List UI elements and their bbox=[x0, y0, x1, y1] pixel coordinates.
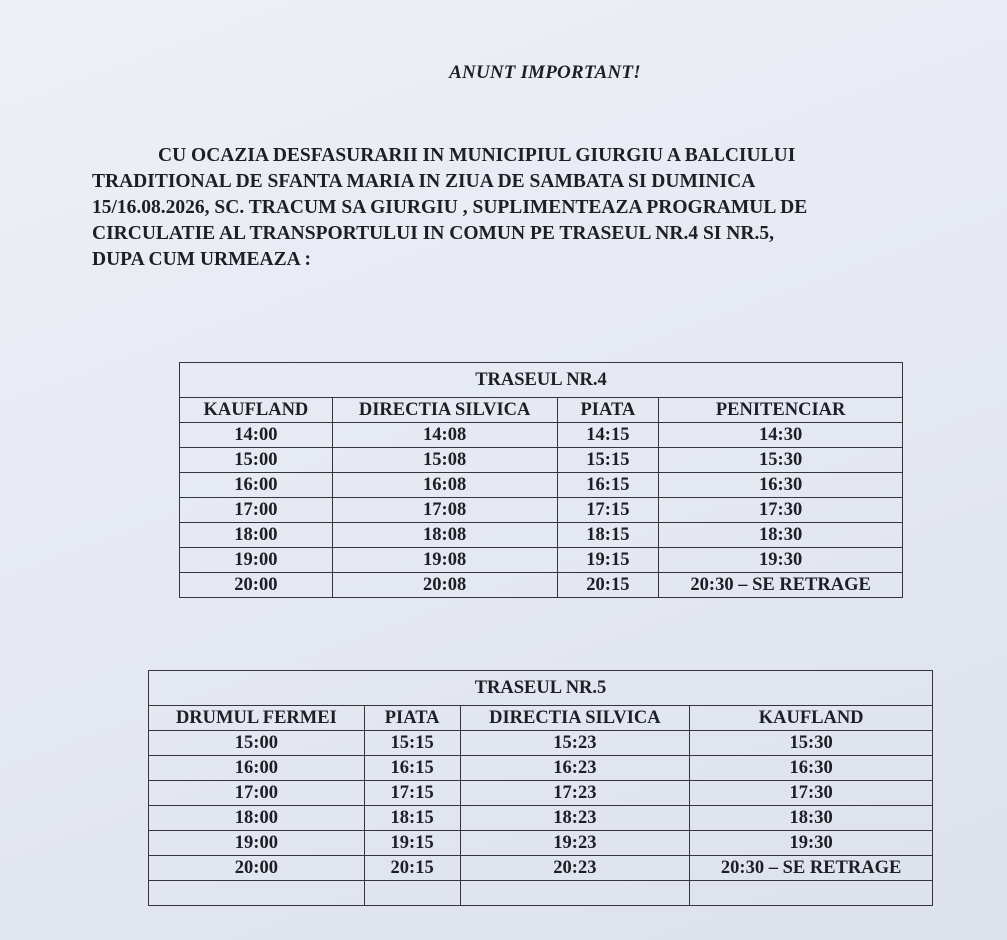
table-cell: 19:00 bbox=[180, 548, 333, 573]
table-cell: 17:08 bbox=[332, 498, 557, 523]
table-cell: 18:00 bbox=[149, 806, 365, 831]
table-cell: 18:30 bbox=[690, 806, 933, 831]
table-cell: 15:23 bbox=[460, 731, 690, 756]
table-cell: 19:30 bbox=[659, 548, 903, 573]
column-header: DIRECTIA SILVICA bbox=[460, 706, 690, 731]
table-row bbox=[149, 806, 933, 831]
table-row bbox=[180, 448, 903, 473]
table-cell: 15:15 bbox=[364, 731, 460, 756]
table-cell bbox=[149, 881, 365, 906]
body-line: DUPA CUM URMEAZA : bbox=[92, 249, 311, 270]
table-cell: 19:00 bbox=[149, 831, 365, 856]
table-cell: 15:00 bbox=[149, 731, 365, 756]
table-row bbox=[149, 856, 933, 881]
table-cell: 18:30 bbox=[659, 523, 903, 548]
column-header: KAUFLAND bbox=[690, 706, 933, 731]
table-cell: 20:00 bbox=[180, 573, 333, 598]
table-cell: 14:30 bbox=[659, 423, 903, 448]
table-cell: 17:23 bbox=[460, 781, 690, 806]
table-cell: 15:15 bbox=[557, 448, 659, 473]
table-row bbox=[149, 781, 933, 806]
table-cell: 20:00 bbox=[149, 856, 365, 881]
table-cell: 18:23 bbox=[460, 806, 690, 831]
body-line: TRADITIONAL DE SFANTA MARIA IN ZIUA DE SAMBATA SI DUMINICA bbox=[92, 171, 756, 192]
table-cell: 15:30 bbox=[659, 448, 903, 473]
body-line: CU OCAZIA DESFASURARII IN MUNICIPIUL GIURGIU A BALCIULUI bbox=[158, 145, 796, 166]
table-cell: 16:23 bbox=[460, 756, 690, 781]
table-cell bbox=[460, 881, 690, 906]
table-cell: 15:00 bbox=[180, 448, 333, 473]
table-cell: 20:30 – SE RETRAGE bbox=[659, 573, 903, 598]
table-row bbox=[180, 523, 903, 548]
table-cell bbox=[690, 881, 933, 906]
table-row-empty bbox=[149, 881, 933, 906]
table-cell: 18:00 bbox=[180, 523, 333, 548]
table-cell: 20:08 bbox=[332, 573, 557, 598]
table-row bbox=[180, 473, 903, 498]
table-row bbox=[149, 756, 933, 781]
table-cell: 17:30 bbox=[690, 781, 933, 806]
table-caption-row bbox=[180, 363, 903, 398]
table-cell: 17:15 bbox=[364, 781, 460, 806]
table-cell: 16:30 bbox=[659, 473, 903, 498]
table-cell: 15:08 bbox=[332, 448, 557, 473]
route-4-title: TRASEUL NR.4 bbox=[180, 363, 903, 398]
route-4-schedule-table bbox=[179, 362, 903, 598]
table-cell: 18:15 bbox=[364, 806, 460, 831]
announcement-body bbox=[92, 143, 952, 273]
column-header: DIRECTIA SILVICA bbox=[332, 398, 557, 423]
table-cell: 20:30 – SE RETRAGE bbox=[690, 856, 933, 881]
route-5-schedule-table bbox=[148, 670, 933, 906]
table-header-row bbox=[180, 398, 903, 423]
table-cell: 19:23 bbox=[460, 831, 690, 856]
table-cell: 16:00 bbox=[149, 756, 365, 781]
announcement-title: ANUNT IMPORTANT! bbox=[449, 62, 641, 83]
table-cell: 20:15 bbox=[364, 856, 460, 881]
table-cell: 19:30 bbox=[690, 831, 933, 856]
table-cell: 19:08 bbox=[332, 548, 557, 573]
table-row bbox=[149, 731, 933, 756]
table-cell: 20:23 bbox=[460, 856, 690, 881]
table-cell: 16:30 bbox=[690, 756, 933, 781]
table-cell: 14:15 bbox=[557, 423, 659, 448]
route-5-title: TRASEUL NR.5 bbox=[149, 671, 933, 706]
table-cell: 14:08 bbox=[332, 423, 557, 448]
table-cell: 15:30 bbox=[690, 731, 933, 756]
table-cell: 14:00 bbox=[180, 423, 333, 448]
table-cell: 16:08 bbox=[332, 473, 557, 498]
table-cell: 17:15 bbox=[557, 498, 659, 523]
column-header: KAUFLAND bbox=[180, 398, 333, 423]
body-line: CIRCULATIE AL TRANSPORTULUI IN COMUN PE TRASEUL NR.4 SI NR.5, bbox=[92, 223, 774, 244]
table-cell: 17:30 bbox=[659, 498, 903, 523]
column-header: PIATA bbox=[557, 398, 659, 423]
column-header: PIATA bbox=[364, 706, 460, 731]
table-row bbox=[180, 498, 903, 523]
table-cell: 16:15 bbox=[557, 473, 659, 498]
table-header-row bbox=[149, 706, 933, 731]
table-cell: 17:00 bbox=[149, 781, 365, 806]
column-header: PENITENCIAR bbox=[659, 398, 903, 423]
column-header: DRUMUL FERMEI bbox=[149, 706, 365, 731]
table-row bbox=[149, 831, 933, 856]
table-cell: 19:15 bbox=[364, 831, 460, 856]
table-cell: 20:15 bbox=[557, 573, 659, 598]
table-cell: 18:08 bbox=[332, 523, 557, 548]
table-cell: 16:15 bbox=[364, 756, 460, 781]
table-cell: 17:00 bbox=[180, 498, 333, 523]
table-caption-row bbox=[149, 671, 933, 706]
table-cell bbox=[364, 881, 460, 906]
table-cell: 19:15 bbox=[557, 548, 659, 573]
body-line: 15/16.08.2026, SC. TRACUM SA GIURGIU , SUPLIMENTEAZA PROGRAMUL DE bbox=[92, 197, 808, 218]
table-row bbox=[180, 548, 903, 573]
table-cell: 16:00 bbox=[180, 473, 333, 498]
table-cell: 18:15 bbox=[557, 523, 659, 548]
table-row bbox=[180, 423, 903, 448]
table-row bbox=[180, 573, 903, 598]
